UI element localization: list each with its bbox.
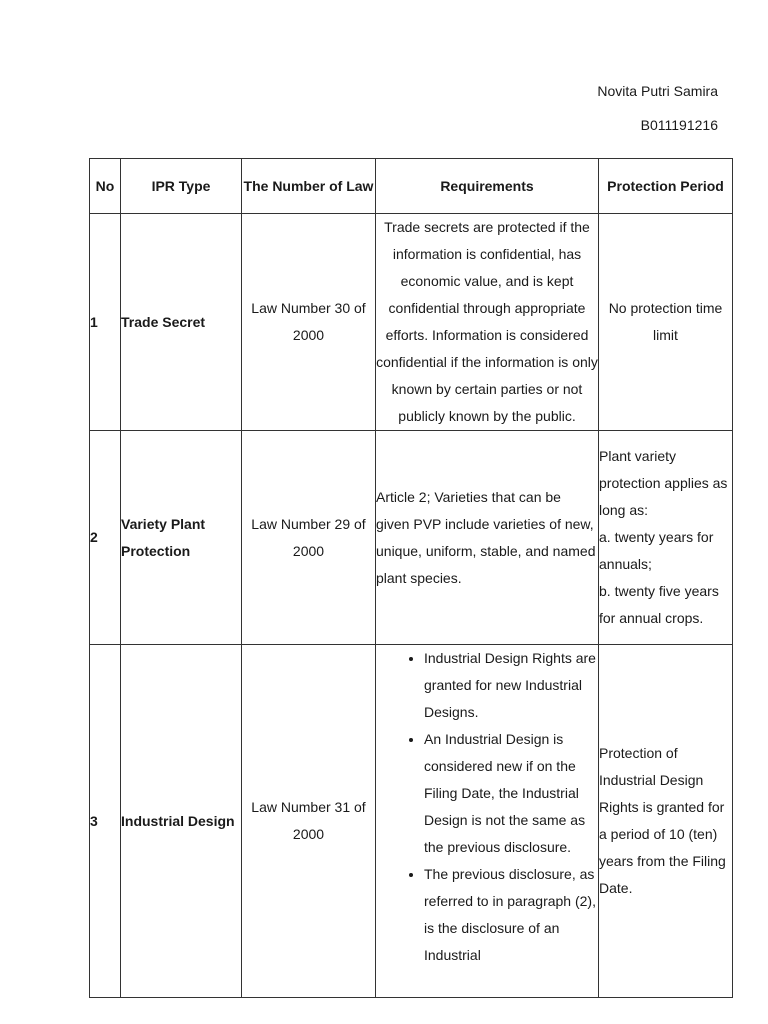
ipr-table bbox=[89, 158, 733, 998]
table-row bbox=[90, 431, 733, 645]
header-number-of-law: The Number of Law bbox=[242, 159, 376, 214]
period-item-a: a. twenty years for annuals; bbox=[599, 529, 714, 572]
author-name: Novita Putri Samira bbox=[597, 83, 718, 99]
law-number-cell: Law Number 29 of 2000 bbox=[242, 431, 376, 645]
law-number-cell: Law Number 30 of 2000 bbox=[242, 214, 376, 431]
requirement-bullet: • Industrial Design Rights are granted for new Industrial Designs. bbox=[424, 645, 598, 726]
period-intro: Plant variety protection applies as long as: bbox=[599, 448, 728, 518]
header-no: No bbox=[90, 159, 121, 214]
requirements-bullet-list bbox=[376, 645, 598, 969]
header-ipr-type: IPR Type bbox=[121, 159, 242, 214]
protection-period-cell: No protection time limit bbox=[599, 214, 733, 431]
requirement-bullet: • The previous disclosure, as referred to in paragraph (2), is the disclosure of an Industrial bbox=[424, 861, 598, 969]
requirements-cell: Article 2; Varieties that can be given PVP include varieties of new, unique, uniform, stable, and named plant species. bbox=[376, 431, 599, 645]
student-id: B011191216 bbox=[640, 117, 718, 133]
protection-period-cell: Protection of Industrial Design Rights is granted for a period of 10 (ten) years from the Filing Date. bbox=[599, 645, 733, 998]
table-header-row bbox=[90, 159, 733, 214]
law-number-cell: Law Number 31 of 2000 bbox=[242, 645, 376, 998]
table-row bbox=[90, 214, 733, 431]
row-number: 3 bbox=[90, 645, 121, 998]
header-protection-period: Protection Period bbox=[599, 159, 733, 214]
header-requirements: Requirements bbox=[376, 159, 599, 214]
requirement-bullet: • An Industrial Design is considered new if on the Filing Date, the Industrial Design is not the same as the previous disclosure. bbox=[424, 726, 598, 861]
requirements-cell bbox=[376, 645, 599, 998]
table-row bbox=[90, 645, 733, 998]
row-number: 2 bbox=[90, 431, 121, 645]
requirements-cell: Trade secrets are protected if the information is confidential, has economic value, and is kept confidential through appropriate efforts. Information is considered confidential if the information is only known by certain parties or not publicly known by the public. bbox=[376, 214, 599, 431]
protection-period-cell bbox=[599, 431, 733, 645]
ipr-type-cell: Variety Plant Protection bbox=[121, 431, 242, 645]
ipr-type-cell: Industrial Design bbox=[121, 645, 242, 998]
row-number: 1 bbox=[90, 214, 121, 431]
ipr-type-cell: Trade Secret bbox=[121, 214, 242, 431]
period-item-b: b. twenty five years for annual crops. bbox=[599, 583, 719, 626]
